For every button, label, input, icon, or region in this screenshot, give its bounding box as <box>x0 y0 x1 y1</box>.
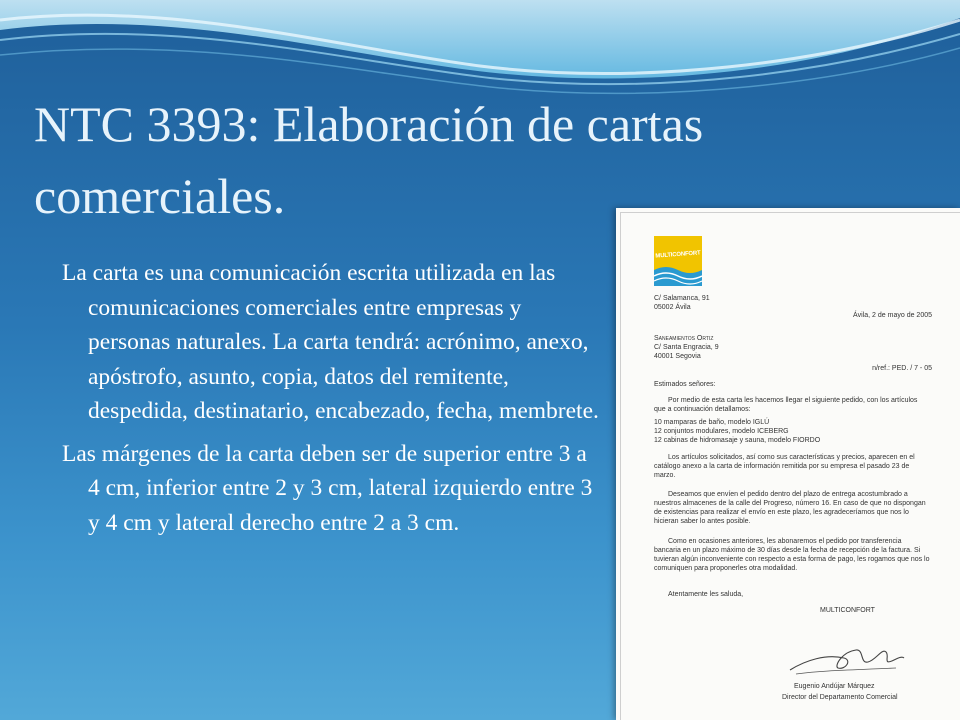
paragraph-definition: La carta es una comunicación escrita utilizada en las comunicaciones comerciales entre empresas y personas naturales. La carta tendrá: acrónimo, anexo, apóstrofo, asunto, copia, datos del remitente, despedida, destinatario, encabezado, fecha, membrete. <box>62 260 599 424</box>
letter-body-2: Los artículos solicitados, así como sus características y precios, aparecen en el catálogo anexo a la carta de información remitida por su empresa el pasado 23 de marzo. <box>654 454 915 479</box>
letter-salutation: Estimados señores: <box>654 381 716 388</box>
letter-body-3: Deseamos que envíen el pedido dentro del plazo de entrega acostumbrado a nuestros almacenes de la calle del Progreso, número 16. En caso de que no dispongan de existencias para realizar el envío en este plazo, les agradeceríamos que nos lo hicieran saber lo antes posible. <box>654 491 926 525</box>
paragraph-margins: Las márgenes de la carta deben ser de superior entre 3 a 4 cm, inferior entre 2 y 3 cm, lateral izquierdo entre 3 y 4 cm y lateral derecho entre 2 a 3 cm. <box>62 440 593 536</box>
sender-address-line-1: C/ Salamanca, 91 <box>654 295 710 302</box>
recipient-line-2: C/ Santa Engracia, 9 <box>654 344 719 351</box>
letter-company: MULTICONFORT <box>820 607 875 614</box>
letter-body-4: Como en ocasiones anteriores, les abonaremos el pedido por transferencia bancaria en un plazo máximo de 30 días desde la fecha de recepción de la factura. Si tuvieran algún inconveniente con respecto a esta forma de pago, les rogamos que nos lo comuniquen para proponerles otra modalidad. <box>654 538 930 572</box>
letter-date: Ávila, 2 de mayo de 2005 <box>853 312 932 319</box>
recipient-line-1: Saneamientos Ortiz <box>654 335 714 342</box>
signature <box>786 640 906 680</box>
letter-reference: n/ref.: PED. / 7 - 05 <box>872 365 932 372</box>
slide-body <box>62 256 602 548</box>
signer-name: Eugenio Andújar Márquez <box>794 683 875 690</box>
slide-title: NTC 3393: Elaboración de cartas comerciales. <box>34 96 704 224</box>
letter-closing: Atentamente les saluda, <box>668 591 744 598</box>
logo-text: MULTICONFORT <box>655 250 701 260</box>
letter-items-list: 10 mamparas de baño, modelo IGLÚ 12 conjuntos modulares, modelo ICEBERG 12 cabinas de hidromasaje y sauna, modelo FIORDO <box>654 419 821 444</box>
sender-address-line-2: 05002 Ávila <box>654 304 691 311</box>
sample-letter-image <box>616 208 960 720</box>
signer-title: Director del Departamento Comercial <box>782 694 898 701</box>
letter-body-1: Por medio de esta carta les hacemos llegar el siguiente pedido, con los artículos que a continuación detallamos: <box>654 397 918 413</box>
letterhead-logo <box>654 236 702 286</box>
recipient-line-3: 40001 Segovia <box>654 353 701 360</box>
